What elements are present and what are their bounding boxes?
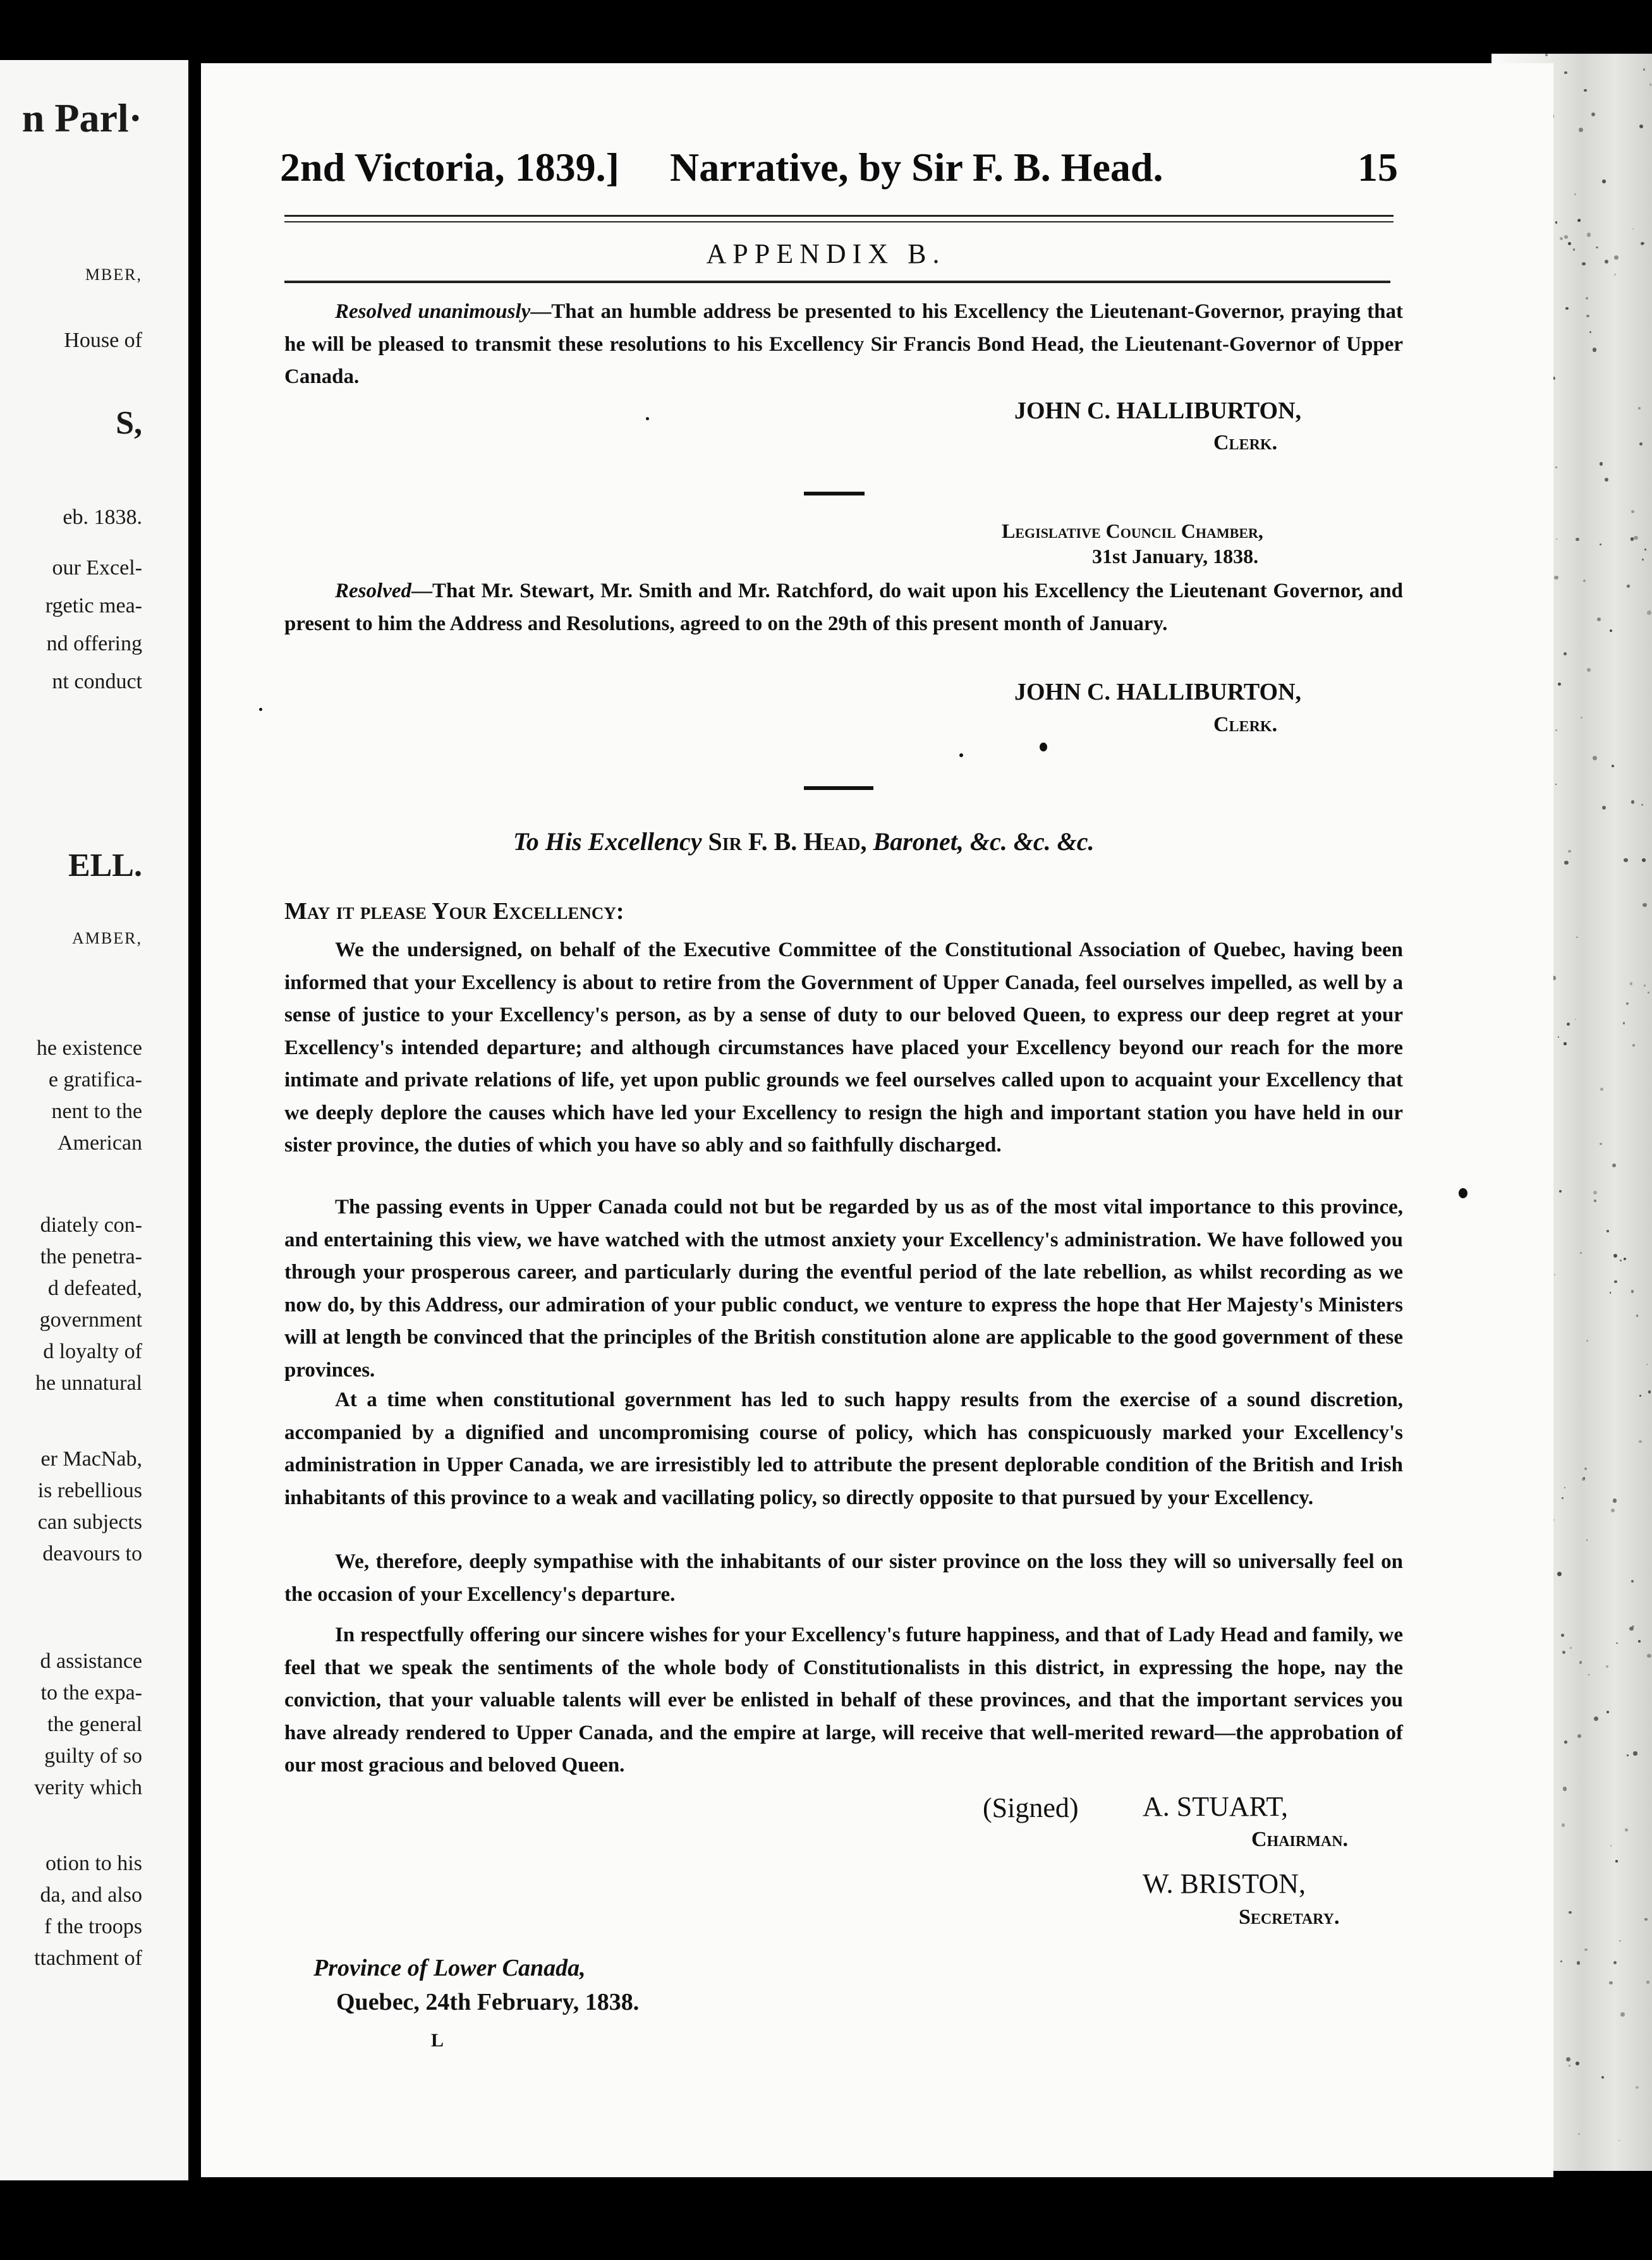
resolution-unanimous (284, 296, 1403, 394)
body-paragraph-3: At a time when constitutional government has led to such happy results from the exercise of a sound discretion, accompanied by a dignified and uncompromising course of policy, which has conspicuously marked your Excellency's administration in Upper Canada, we are irresistibly led to attribute the present deplorable condition of the British and Irish inhabitants of this province to a weak and vacillating policy, so directly opposite to that pursued by your Excellency. (284, 1388, 1403, 1509)
left-page-line: d assistance (40, 1649, 142, 1673)
edge-speck (1632, 1044, 1634, 1046)
resolution-deputation (284, 575, 1403, 640)
left-page-line: er MacNab, (40, 1447, 142, 1471)
signer-name-1: A. STUART, (1143, 1791, 1288, 1822)
edge-speck (1612, 765, 1614, 767)
left-page-line: is rebellious (37, 1479, 142, 1502)
edge-speck (1564, 71, 1567, 74)
edge-speck (1586, 1540, 1588, 1541)
signature-name-2: JOHN C. HALLIBURTON, (1014, 679, 1302, 705)
left-page-line: verity which (34, 1776, 142, 1799)
edge-speck (1589, 331, 1591, 333)
edge-speck (1545, 54, 1548, 56)
edge-speck (1597, 617, 1601, 621)
left-page-line: to the expa- (40, 1681, 142, 1704)
edge-speck (1583, 580, 1586, 582)
edge-speck (1639, 125, 1643, 128)
signer-title-1: Chairman. (1251, 1828, 1349, 1851)
left-page-line: n Parl· (21, 95, 142, 140)
edge-speck (1560, 1960, 1563, 1963)
edge-speck (1555, 466, 1557, 468)
address-heading (513, 827, 1095, 856)
salutation: May it please Your Excellency: (284, 898, 624, 925)
signature-title-1: Clerk. (1213, 431, 1278, 454)
signature-name-1: JOHN C. HALLIBURTON, (1014, 398, 1302, 424)
edge-speck (1605, 478, 1608, 482)
edge-speck (1623, 1022, 1625, 1024)
edge-speck (1583, 1477, 1585, 1479)
left-page-line: e gratifica- (48, 1068, 142, 1091)
edge-speck (1624, 1258, 1626, 1260)
ink-speck (1040, 743, 1047, 751)
header-rule-bottom (284, 221, 1394, 222)
edge-speck (1639, 1395, 1641, 1397)
edge-speck (1564, 1487, 1565, 1488)
edge-speck (1638, 1640, 1641, 1643)
edge-speck (1586, 297, 1588, 300)
signature-title-2: Clerk. (1213, 713, 1278, 736)
edge-speck (1620, 1260, 1622, 1261)
edge-speck (1613, 1498, 1617, 1502)
place-date: Quebec, 24th February, 1838. (336, 1989, 640, 2015)
edge-speck (1565, 307, 1569, 310)
edge-speck (1606, 1711, 1609, 1713)
edge-speck (1558, 1036, 1559, 1038)
edge-speck (1606, 1230, 1609, 1232)
edge-speck (1566, 2057, 1570, 2062)
ink-speck (646, 417, 649, 420)
signature-mark: L (431, 2030, 444, 2051)
body-paragraph-1: We the undersigned, on behalf of the Executive Committee of the Constitutional Association of Quebec, having been informed that your Excellency is about to retire from the Government of Upper Canada, feel ourselves impelled, as well by a sense of justice to your Excellency's person, as by a sense of duty to our beloved Queen, to express our deep regret at your Excellency's intended departure; and although circumstances have placed your Excellency beyond our reach for the more intimate and private relations of life, yet upon public grounds we feel ourselves called upon to acquaint your Excellency that we deeply deplore the causes which have led your Excellency to resign the high and important station you have held in our sister province, the duties of which you have so ably and so faithfully discharged. (284, 939, 1403, 1157)
edge-speck (1613, 1961, 1617, 1964)
edge-speck (1564, 652, 1567, 655)
left-page-line: rgetic mea- (45, 594, 142, 617)
edge-speck (1646, 1981, 1649, 1983)
edge-speck (1564, 1741, 1567, 1744)
edge-speck (1642, 858, 1646, 862)
edge-speck (1627, 585, 1630, 588)
left-page-line: nt conduct (52, 670, 142, 693)
edge-speck (1602, 806, 1606, 810)
edge-speck (1576, 538, 1579, 542)
edge-speck (1616, 1643, 1618, 1644)
edge-speck (1631, 1290, 1634, 1292)
edge-speck (1559, 1190, 1562, 1193)
edge-speck (1647, 611, 1651, 615)
edge-speck (1610, 629, 1612, 632)
edge-speck (1577, 1961, 1580, 1964)
edge-speck (1562, 1651, 1565, 1654)
edge-speck (1648, 992, 1649, 993)
edge-speck (1644, 549, 1646, 550)
edge-speck (1593, 756, 1597, 760)
edge-speck (1643, 68, 1645, 70)
edge-speck (1575, 1019, 1576, 1020)
edge-speck (1564, 1042, 1566, 1045)
ink-speck (959, 753, 963, 757)
edge-speck (1612, 1163, 1616, 1167)
edge-speck (1619, 2140, 1620, 2141)
left-page-line: House of (64, 329, 142, 352)
edge-speck (1644, 1918, 1647, 1921)
left-page-line: S, (116, 405, 142, 441)
section-dash-2 (804, 786, 873, 790)
edge-speck (1569, 1911, 1572, 1914)
edge-speck (1602, 179, 1606, 183)
left-page-line: nd offering (46, 632, 142, 655)
edge-speck (1555, 729, 1557, 731)
edge-speck (1593, 348, 1596, 351)
edge-speck (1647, 1654, 1651, 1658)
edge-speck (1632, 1625, 1634, 1628)
left-page-line: otion to his (45, 1852, 142, 1875)
place-province: Province of Lower Canada, (313, 1955, 586, 1981)
left-page-line: guilty of so (44, 1744, 142, 1768)
edge-speck (1631, 510, 1634, 513)
signer-title-2: Secretary. (1239, 1905, 1340, 1929)
edge-speck (1576, 2062, 1579, 2065)
left-page-line: MBER, (85, 265, 142, 284)
appendix-rule (284, 281, 1390, 283)
edge-speck (1587, 233, 1591, 236)
edge-speck (1609, 1981, 1612, 1984)
edge-speck (1555, 221, 1558, 224)
edge-speck (1562, 1823, 1565, 1826)
edge-speck (1611, 1509, 1615, 1512)
edge-speck (1632, 228, 1634, 229)
left-page-line: ELL. (68, 848, 142, 884)
edge-speck (1601, 2076, 1604, 2079)
edge-speck (1569, 2065, 1570, 2067)
left-page-line: government (39, 1308, 142, 1332)
left-page-line: d loyalty of (43, 1340, 142, 1363)
edge-speck (1600, 1088, 1603, 1091)
body-paragraph-4: We, therefore, deeply sympathise with the inhabitants of our sister province on the loss they will so universally feel on the occasion of your Excellency's departure. (284, 1550, 1403, 1606)
left-page-line: can subjects (37, 1510, 142, 1534)
running-header-title: Narrative, by Sir F. B. Head. (670, 145, 1163, 190)
edge-speck (1627, 1754, 1629, 1756)
left-page-line: the general (47, 1713, 142, 1736)
edge-speck (1636, 2086, 1639, 2089)
running-header-left: 2nd Victoria, 1839.] (280, 145, 619, 190)
resolution-lead: Resolved unanimously (335, 300, 531, 323)
edge-speck (1554, 1274, 1555, 1275)
edge-speck (1574, 193, 1576, 195)
edge-speck (1636, 1315, 1639, 1317)
edge-speck (1639, 1440, 1641, 1443)
edge-speck (1557, 1572, 1562, 1576)
page-number: 15 (1357, 145, 1398, 190)
ink-speck (1459, 1188, 1467, 1198)
edge-speck (1563, 1787, 1567, 1791)
edge-speck (1626, 1002, 1629, 1005)
left-page-line: diately con- (40, 1213, 142, 1237)
edge-speck (1568, 850, 1570, 853)
chamber-place: Legislative Council Chamber, (1002, 519, 1263, 542)
edge-speck (1579, 128, 1583, 132)
left-page-line: da, and also (40, 1883, 142, 1907)
edge-speck (1633, 1751, 1637, 1755)
resolution2-text: —That Mr. Stewart, Mr. Smith and Mr. Ratchford, do wait upon his Excellency the Lieutenant Governor, and present to him the Address and Resolutions, agreed to on the 29th of this present month of January. (284, 580, 1403, 635)
edge-speck (1649, 83, 1651, 85)
signer-name-2: W. BRISTON, (1143, 1868, 1306, 1899)
edge-speck (1614, 274, 1616, 276)
edge-speck (1631, 1580, 1634, 1583)
section-dash-1 (804, 492, 865, 495)
edge-speck (1558, 683, 1561, 686)
resolution-text: —That an humble address be presented to his Excellency the Lieutenant-Governor, praying that he will be pleased to transmit these resolutions to his Excellency Sir Francis Bond Head, the Lieutenant-Governor of Upper Canada. (284, 300, 1403, 388)
edge-speck (1594, 1716, 1598, 1721)
left-page-line: f the troops (44, 1915, 142, 1938)
left-page-line: d defeated, (47, 1277, 142, 1300)
edge-speck (1610, 1845, 1612, 1847)
edge-speck (1579, 1661, 1582, 1664)
edge-speck (1580, 1252, 1582, 1254)
address-name: Sir F. B. Head, (708, 827, 867, 856)
edge-speck (1553, 1519, 1555, 1521)
edge-speck (1644, 985, 1646, 987)
edge-speck (1586, 315, 1589, 318)
edge-speck (1556, 538, 1557, 540)
edge-speck (1591, 112, 1595, 116)
header-rule-top (284, 215, 1394, 217)
chamber-date: 31st January, 1838. (1092, 545, 1259, 568)
edge-speck (1638, 407, 1641, 410)
edge-speck (1564, 861, 1568, 865)
edge-speck (1600, 1143, 1602, 1145)
edge-speck (1562, 1497, 1564, 1499)
edge-speck (1567, 1023, 1570, 1026)
edge-speck (1620, 2012, 1625, 2017)
edge-speck (1631, 800, 1635, 804)
edge-speck (1577, 1734, 1581, 1738)
edge-speck (1584, 1467, 1587, 1470)
edge-speck (1586, 1340, 1588, 1342)
edge-speck (1570, 1647, 1572, 1649)
edge-speck (1600, 462, 1603, 465)
edge-speck (1600, 544, 1601, 545)
body-paragraph-2: The passing events in Upper Canada could not but be regarded by us as of the most vital importance to this province, and entertaining this view, we have watched with the utmost anxiety your Excellency's administration. We have followed you through your prosperous career, and particularly during the eventful period of the late rebellion, as whilst recording as we now do, by this Address, our admiration of your public conduct, we venture to express the hope that Her Majesty's Ministers will at length be convinced that the principles of the British constitution alone are applicable to the good government of these provinces. (284, 1196, 1403, 1382)
signed-label: (Signed) (983, 1792, 1079, 1823)
edge-speck (1614, 1280, 1617, 1284)
left-page-line: AMBER, (72, 929, 142, 947)
left-facing-page (0, 60, 188, 2180)
edge-speck (1624, 858, 1627, 862)
edge-speck (1643, 903, 1646, 907)
left-page-line: he unnatural (35, 1371, 142, 1395)
edge-speck (1634, 536, 1638, 540)
edge-speck (1641, 804, 1643, 806)
edge-speck (1646, 1364, 1648, 1365)
edge-speck (1555, 784, 1557, 785)
edge-speck (1593, 1191, 1597, 1194)
left-page-line: the penetra- (40, 1245, 142, 1268)
edge-speck (1554, 576, 1558, 580)
edge-speck (1615, 1860, 1617, 1862)
left-page-line: he existence (36, 1036, 142, 1060)
left-page-line: American (57, 1131, 142, 1155)
edge-speck (1578, 2133, 1580, 2135)
edge-speck (1648, 1390, 1651, 1394)
edge-speck (1619, 1940, 1621, 1942)
edge-speck (1613, 1254, 1617, 1258)
edge-speck (1584, 1948, 1587, 1951)
edge-speck (1630, 982, 1632, 985)
edge-speck (1606, 1665, 1608, 1668)
edge-speck (1610, 1292, 1612, 1294)
resolution2-lead: Resolved (335, 580, 411, 602)
left-page-line: our Excel- (52, 556, 142, 580)
edge-speck (1642, 559, 1644, 561)
edge-speck (1587, 668, 1591, 672)
body-paragraph-5: In respectfully offering our sincere wishes for your Excellency's future happiness, and that of Lady Head and family, we feel that we speak the sentiments of the whole body of Constitutionalists in this district, in expressing the hope, nay the conviction, that your valuable talents will ever be enlisted in behalf of these provinces, and that the important services you have already rendered to Upper Canada, and the empire at large, will receive that well-merited reward—the approbation of our most gracious and beloved Queen. (284, 1624, 1403, 1777)
edge-speck (1588, 1674, 1589, 1675)
edge-speck (1594, 1200, 1596, 1201)
edge-speck (1578, 219, 1581, 221)
edge-speck (1576, 937, 1578, 939)
address-rest: Baronet, &c. &c. &c. (873, 827, 1095, 856)
edge-speck (1581, 717, 1582, 719)
address-to: To His Excellency (513, 827, 702, 856)
left-page-line: ttachment of (34, 1947, 142, 1970)
appendix-title: APPENDIX B. (706, 238, 946, 269)
edge-speck (1561, 1634, 1564, 1637)
left-page-line: deavours to (42, 1542, 142, 1565)
left-page-line: eb. 1838. (63, 506, 142, 529)
edge-speck (1584, 89, 1586, 92)
left-page-line: nent to the (51, 1100, 142, 1123)
ink-speck (259, 708, 262, 711)
edge-speck (1639, 442, 1643, 446)
edge-speck (1625, 1828, 1628, 1832)
